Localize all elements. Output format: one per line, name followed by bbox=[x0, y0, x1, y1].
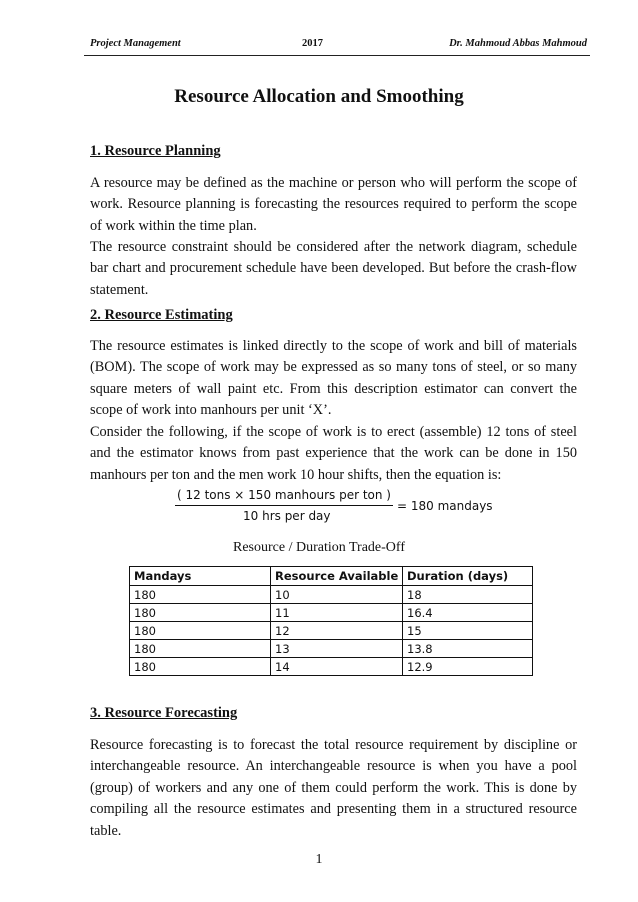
cell-mandays: 180 bbox=[130, 640, 271, 658]
cell-resource: 13 bbox=[271, 640, 403, 658]
equation-denominator: 10 hrs per day bbox=[243, 509, 331, 523]
column-header-resource-available: Resource Available bbox=[271, 567, 403, 586]
header-author: Dr. Mahmoud Abbas Mahmoud bbox=[449, 38, 587, 49]
paragraph-resource-forecasting: Resource forecasting is to forecast the total resource requirement by discipline or interchangeable resource. An interchangeable resource is when you have a pool (group) of workers and any one of them could perform the work. This is done by compiling all the resource estimates and presenting them in a structured resource table. bbox=[90, 737, 577, 839]
paragraph-steel-example: Consider the following, if the scope of work is to erect (assemble) 12 tons of steel and the estimator knows from past experience that the work can be done in 150 manhours per ton and the men work 10 hour shifts, then the equation is: bbox=[90, 424, 577, 483]
section-heading-resource-planning: 1. Resource Planning bbox=[90, 143, 221, 159]
table-row bbox=[130, 622, 533, 640]
page-title: Resource Allocation and Smoothing bbox=[174, 86, 464, 107]
cell-duration: 16.4 bbox=[403, 604, 533, 622]
cell-duration: 12.9 bbox=[403, 658, 533, 676]
trade-off-table bbox=[129, 566, 533, 676]
cell-resource: 11 bbox=[271, 604, 403, 622]
cell-resource: 12 bbox=[271, 622, 403, 640]
page-number: 1 bbox=[315, 852, 323, 867]
header-divider bbox=[84, 55, 590, 56]
equation-result: = 180 mandays bbox=[397, 499, 493, 513]
section-heading-resource-estimating: 2. Resource Estimating bbox=[90, 307, 233, 323]
cell-duration: 18 bbox=[403, 586, 533, 604]
section-heading-resource-forecasting: 3. Resource Forecasting bbox=[90, 705, 238, 721]
paragraph-resource-definition: A resource may be defined as the machine or person who will perform the scope of work. Resource planning is forecasting the resources required to perform the scope of work within the time plan. bbox=[90, 175, 577, 234]
column-header-duration: Duration (days) bbox=[403, 567, 533, 586]
column-header-mandays: Mandays bbox=[130, 567, 271, 586]
cell-resource: 14 bbox=[271, 658, 403, 676]
table-caption: Resource / Duration Trade-Off bbox=[233, 540, 405, 555]
header-course-title: Project Management bbox=[90, 38, 181, 49]
table-row bbox=[130, 604, 533, 622]
page-header bbox=[90, 38, 587, 54]
table-row bbox=[130, 640, 533, 658]
fraction-bar bbox=[175, 505, 393, 506]
cell-mandays: 180 bbox=[130, 586, 271, 604]
cell-duration: 15 bbox=[403, 622, 533, 640]
cell-mandays: 180 bbox=[130, 622, 271, 640]
mandays-equation bbox=[175, 488, 505, 528]
paragraph-resource-estimates: The resource estimates is linked directly to the scope of work and bill of materials (BOM). The scope of work may be expressed as so many tons of steel, or so many square meters of wall paint etc. From this description estimator can convert the scope of work into manhours per unit ‘X’. bbox=[90, 338, 577, 419]
equation-numerator: ( 12 tons × 150 manhours per ton ) bbox=[177, 488, 391, 502]
table-row bbox=[130, 658, 533, 676]
header-year: 2017 bbox=[302, 38, 323, 49]
cell-mandays: 180 bbox=[130, 604, 271, 622]
cell-duration: 13.8 bbox=[403, 640, 533, 658]
cell-resource: 10 bbox=[271, 586, 403, 604]
paragraph-resource-constraint: The resource constraint should be considered after the network diagram, schedule bar chart and procurement schedule have been developed. But before the crash-flow statement. bbox=[90, 239, 577, 298]
table-header-row bbox=[130, 567, 533, 586]
table-row bbox=[130, 586, 533, 604]
cell-mandays: 180 bbox=[130, 658, 271, 676]
